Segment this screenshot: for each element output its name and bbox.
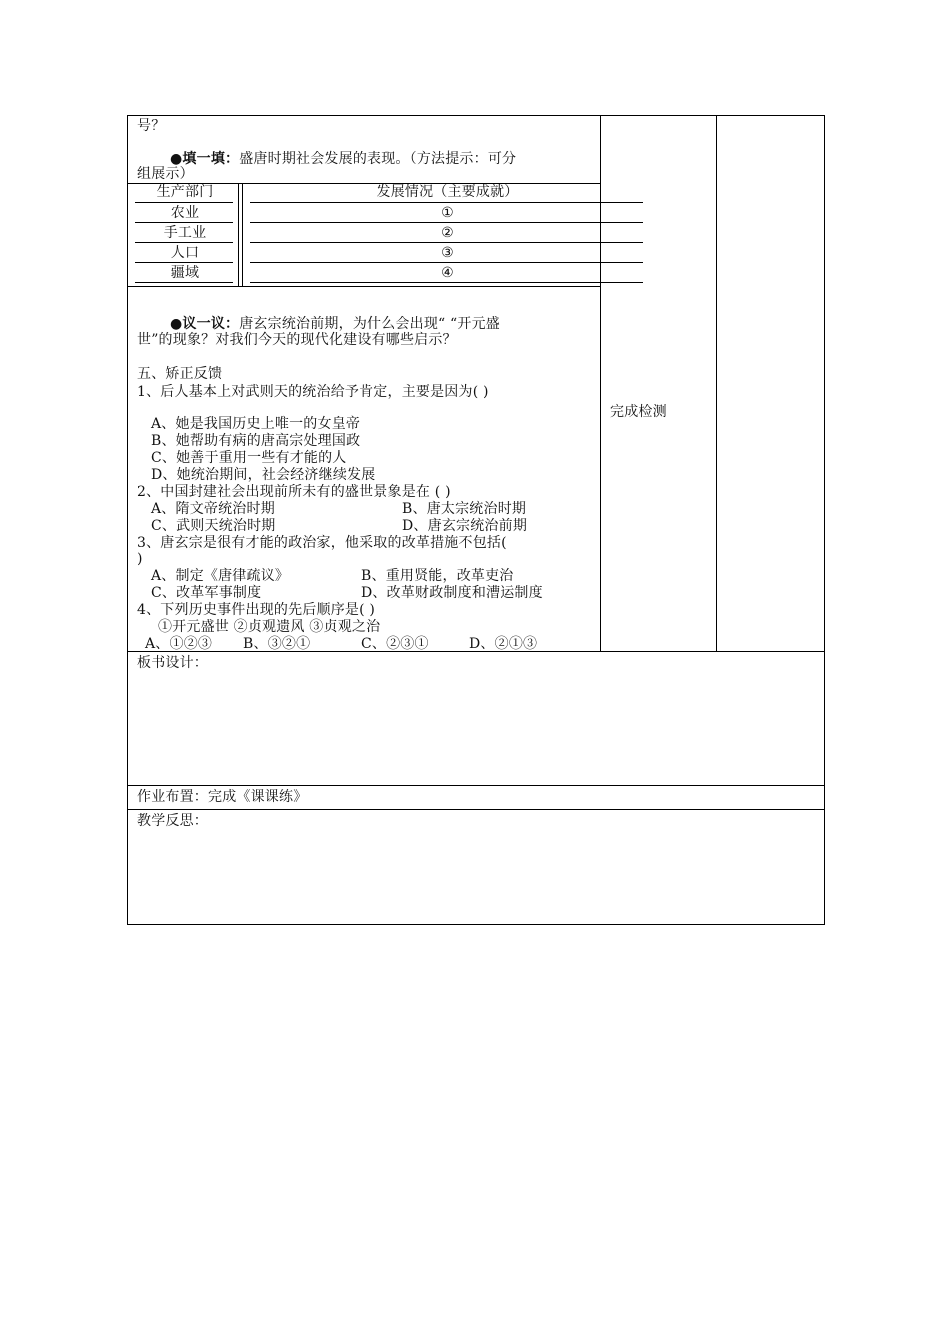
q2-option-b: B、唐太宗统治时期: [402, 501, 527, 517]
q4-option-d: D、②①③: [469, 636, 538, 652]
q4-option-c: C、②③①: [361, 636, 429, 652]
row-divider-reflect: [127, 809, 825, 810]
question-2: 2、中国封建社会出现前所未有的盛世景象是在 ( ): [137, 484, 451, 500]
discuss-text-continued: 世”的现象？对我们今天的现代化建设有哪些启示？: [137, 332, 457, 348]
q1-option-b: B、她帮助有病的唐高宗处理国政: [151, 433, 361, 449]
check-label: 完成检测: [610, 404, 667, 420]
inner-table-divider-a: [238, 183, 239, 286]
row-dept-population: 人口: [170, 245, 200, 261]
fill-in-text: 盛唐时期社会发展的表现。（方法提示：可分: [239, 151, 517, 167]
table-bottom-border: [127, 924, 825, 925]
row-dept-territory: 疆域: [170, 265, 200, 281]
discuss-label: ●议一议：: [170, 316, 240, 332]
row3-underline-left: [135, 262, 233, 263]
row-mark-1: ①: [441, 205, 454, 221]
line-hao: 号？: [137, 118, 166, 134]
column-divider-2: [716, 115, 717, 651]
q2-option-d: D、唐玄宗统治前期: [402, 518, 528, 534]
table-top-border: [127, 115, 825, 116]
q1-option-d: D、她统治期间，社会经济继续发展: [151, 467, 376, 483]
table-left-border: [127, 115, 128, 925]
board-design-label: 板书设计：: [137, 655, 208, 671]
reflection-label: 教学反思：: [137, 813, 208, 829]
q4-option-b: B、③②①: [243, 636, 311, 652]
row1-underline-left: [135, 222, 233, 223]
q3-option-b: B、重用贤能，改革吏治: [361, 568, 514, 584]
discuss-text: 唐玄宗统治前期，为什么会出现“ “开元盛: [239, 316, 500, 332]
q3-option-d: D、改革财政制度和漕运制度: [361, 585, 543, 601]
section-feedback: 五、矫正反馈: [137, 366, 223, 382]
header-underline-left: [135, 202, 233, 203]
row4-underline-right: [250, 282, 643, 283]
q4-events: ①开元盛世 ②贞观遗风 ③贞观之治: [158, 619, 381, 635]
inner-table-divider-b: [242, 183, 243, 286]
homework-text: 作业布置：完成《课课练》: [137, 789, 308, 805]
q3-option-c: C、改革军事制度: [151, 585, 262, 601]
discuss-prompt: [170, 316, 500, 333]
row-dept-handicraft: 手工业: [163, 225, 207, 241]
row3-underline-right: [250, 262, 643, 263]
row-mark-3: ③: [441, 245, 454, 261]
row-dept-agriculture: 农业: [170, 205, 200, 221]
header-dept: 生产部门: [156, 184, 214, 200]
q4-option-a: A、①②③: [145, 636, 213, 652]
header-underline-right: [250, 202, 643, 203]
row-divider-homework: [127, 785, 825, 786]
question-4: 4、下列历史事件出现的先后顺序是( ): [137, 602, 376, 618]
question-1: 1、后人基本上对武则天的统治给予肯定，主要是因为( ): [137, 384, 489, 400]
fill-in-text-continued: 组展示）: [137, 166, 194, 182]
question-3-end: ): [137, 551, 143, 567]
row2-underline-left: [135, 242, 233, 243]
header-development: 发展情况（主要成就）: [376, 184, 519, 200]
row1-underline-right: [250, 222, 643, 223]
q3-option-a: A、制定《唐律疏议》: [151, 568, 290, 584]
row-mark-2: ②: [441, 225, 454, 241]
q2-option-c: C、武则天统治时期: [151, 518, 276, 534]
row-mark-4: ④: [441, 265, 454, 281]
inner-table-bottom: [127, 286, 601, 287]
fill-in-prompt: [170, 151, 516, 168]
table-right-border: [824, 115, 825, 925]
fill-in-label: ●填一填：: [170, 151, 240, 167]
q1-option-a: A、她是我国历史上唯一的女皇帝: [151, 416, 361, 432]
q2-option-a: A、隋文帝统治时期: [151, 501, 275, 517]
q1-option-c: C、她善于重用一些有才能的人: [151, 450, 347, 466]
question-3: 3、唐玄宗是很有才能的政治家，他采取的改革措施不包括(: [137, 535, 507, 551]
row2-underline-right: [250, 242, 643, 243]
row4-underline-left: [135, 282, 233, 283]
